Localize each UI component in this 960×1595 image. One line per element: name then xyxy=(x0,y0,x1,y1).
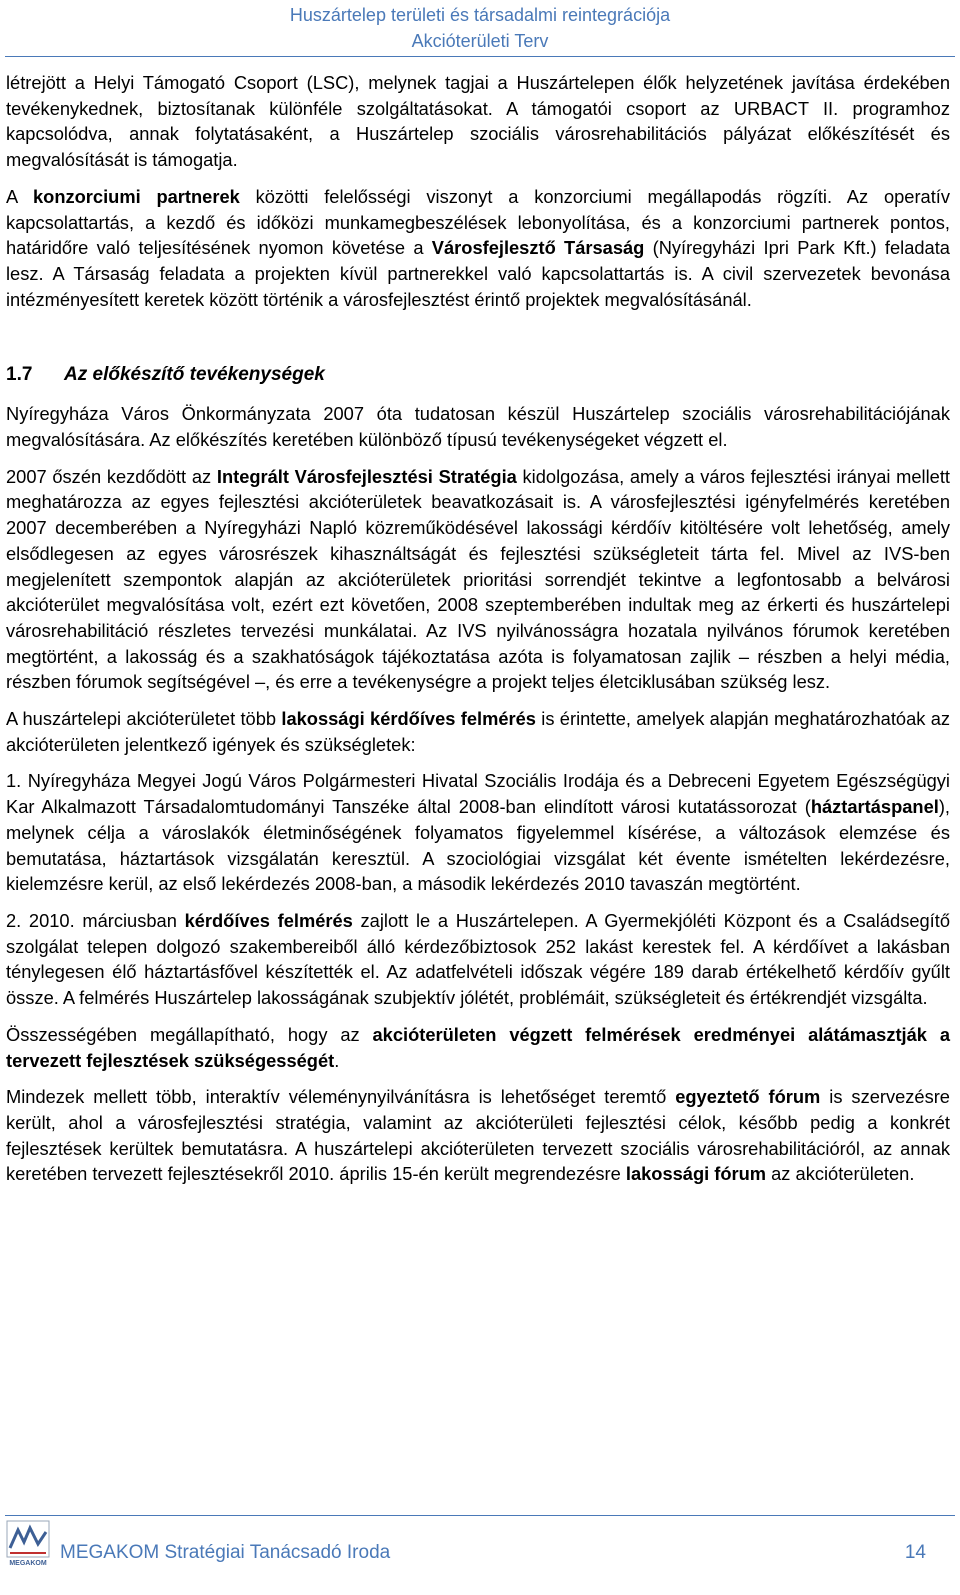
header-title: Huszártelep területi és társadalmi reintegrációja xyxy=(289,5,671,25)
paragraph-summary xyxy=(6,1022,950,1073)
text: kidolgozása, amely a város fejlesztési irányai mellett meghatározza az egyes fejlesztési akcióterületek beavatkozásait is. A városfejlesztési igényfelmérés keretében 2007 decemberében a Nyíregyházi Napló közreműködésével lakossági kérdőív kitöltésére volt lehetőség, amely elsődlegesen az egyes városrészek kihasználtságát és fejlesztési szükségleteit tárta fel. Mivel az IVS-ben megjelenített szempontok alapján az akcióterületek prioritási sorrendjét tekintve a legfontosabb a belvárosi akcióterület megvalósítása volt, ezért ezt követően, 2008 szeptemberében indultak meg az érkerti és huszártelepi városrehabilitáció részletes tervezési munkálatai. Az IVS nyilvánosságra hozatala nyilvános fórumok keretében megtörtént, a lakosság és a szakhatóságok tájékoztatása azóta is folyamatosan zajlik – részben a helyi média, részben fórumok segítségével –, és erre a tevékenységre a projekt teljes életciklusában szükség lesz. xyxy=(6,465,950,693)
text: A huszártelepi akcióterületet több xyxy=(6,708,282,730)
bold-household-panel: háztartáspanel xyxy=(810,796,939,818)
list-item-1 xyxy=(6,768,950,897)
text: 1. Nyíregyháza Megyei Jogú Város Polgármesteri Hivatal Szociális Irodája és a Debreceni Egyetem Egészségügyi Kar Alkalmazott Társadalomtudományi Tanszéke által 2008-ban elindított városi kutatássorozat ( xyxy=(6,770,950,818)
paragraph-consortium xyxy=(6,184,950,313)
bold-consortium-partners: konzorciumi partnerek xyxy=(32,185,240,207)
page-header xyxy=(0,2,960,54)
text: zajlott le a Huszártelepen. A Gyermekjóléti Központ és a Családsegítő szolgálat telepen dolgozó szakembereiből álló kérdezőbiztosok 252 lakást kerestek fel. A kérdőívet a lakásban ténylegesen élő háztartásfővel készítették el. Az adatfelvételi időszak végére 189 darab értékelhető kérdőív gyűlt össze. A felmérés Huszártelep lakosságának szubjektív jólétét, problémáit, szükségleteit és értékrendjét vizsgálta. xyxy=(6,909,951,1009)
text: . xyxy=(334,1049,340,1071)
paragraph-lsc: létrejött a Helyi Támogató Csoport (LSC), melynek tagjai a Huszártelepen élők helyzetének javítása érdekében tevékenykednek, biztosítanak különféle szolgáltatásokat. A támogatói csoport az URBACT II. programhoz kapcsolódva, annak folytatásaként, a Huszártelep szociális városrehabilitációs pályázat előkészítését és megvalósítását is támogatja. xyxy=(6,72,950,171)
paragraph-ivs xyxy=(6,464,950,695)
text: Mindezek mellett több, interaktív véleménynyilvánításra is lehetőséget teremtő xyxy=(6,1086,676,1108)
bold-public-forum: lakossági fórum xyxy=(625,1163,767,1185)
text: 2. 2010. márciusban xyxy=(6,909,185,931)
text: is érintette, amelyek alapján meghatározhatóak az akcióterületen jelentkező igények és szükségletek: xyxy=(6,708,951,755)
megakom-logo xyxy=(6,1520,50,1568)
bold-summary: akcióterületen végzett felmérések eredményei alátámasztják a tervezett fejlesztések szükségességét xyxy=(6,1023,950,1071)
list-item-2 xyxy=(6,908,950,1011)
section-number: 1.7 xyxy=(6,364,33,386)
logo-text: MEGAKOM xyxy=(9,1560,47,1567)
logo-icon xyxy=(6,1520,50,1568)
section-heading xyxy=(6,362,950,388)
text: A xyxy=(6,185,33,207)
bold-survey: lakossági kérdőíves felmérés xyxy=(281,708,536,730)
header-subtitle: Akcióterületi Terv xyxy=(411,31,549,51)
document-body xyxy=(6,70,950,1187)
text: 2007 őszén kezdődött az xyxy=(6,465,217,487)
text: közötti felelősségi viszonyt a konzorciumi megállapodás rögzíti. Az operatív kapcsolattartás, a kezdő és időközi munkamegbeszélések lebonyolítása, és a konzorciumi partnerek pontos, határidőre való teljesítésének nyomon követése a xyxy=(6,185,950,259)
bold-urban-dev-company: Városfejlesztő Társaság xyxy=(431,237,645,259)
paragraph-intro: Nyíregyháza Város Önkormányzata 2007 óta tudatosan készül Huszártelep szociális városrehabilitációjának megvalósítására. Az előkészítés keretében különböző típusú tevékenységeket végzett el. xyxy=(6,403,950,451)
header-divider xyxy=(5,56,955,57)
paragraph-surveys xyxy=(6,706,950,757)
text: is szervezésre került, ahol a városfejlesztési stratégia, valamint az akcióterületi fejlesztési célok, később pedig a konkrét fejlesztések kerültek bemutatásra. A huszártelepi akcióterületen tervezett szociális városrehabilitációról, az annak keretében tervezett fejlesztésekről 2010. április 15-én került megrendezésre xyxy=(6,1086,950,1185)
page-number: 14 xyxy=(904,1542,926,1563)
bold-ivs: Integrált Városfejlesztési Stratégia xyxy=(216,465,517,487)
text: Összességében megállapítható, hogy az xyxy=(6,1023,373,1045)
bold-forum: egyeztető fórum xyxy=(675,1086,821,1108)
text: ), melynek célja a városlakók életminőségének folyamatos figyelemmel kísérése, a változások elemzése és bemutatása, háztartások vizsgálatán keresztül. A szociológiai vizsgálat két évente ismételten lekérdezésre, kielemzésre kerül, az első lekérdezés 2008-ban, a második lekérdezés 2010 tavaszán megtörtént. xyxy=(6,796,950,895)
paragraph-forum xyxy=(6,1084,950,1187)
footer-divider xyxy=(5,1515,955,1516)
bold-questionnaire: kérdőíves felmérés xyxy=(184,909,353,931)
section-title: Az előkészítő tevékenységek xyxy=(64,364,325,386)
text: az akcióterületen. xyxy=(766,1163,915,1185)
footer-organization: MEGAKOM Stratégiai Tanácsadó Iroda xyxy=(60,1542,391,1563)
text: (Nyíregyházi Ipri Park Kft.) feladata lesz. A Társaság feladata a projekten kívül partnerekkel való kapcsolattartás is. A civil szervezetek bevonása intézményesített keretek között történik a városfejlesztést érintő projektek megvalósításánál. xyxy=(6,237,950,310)
